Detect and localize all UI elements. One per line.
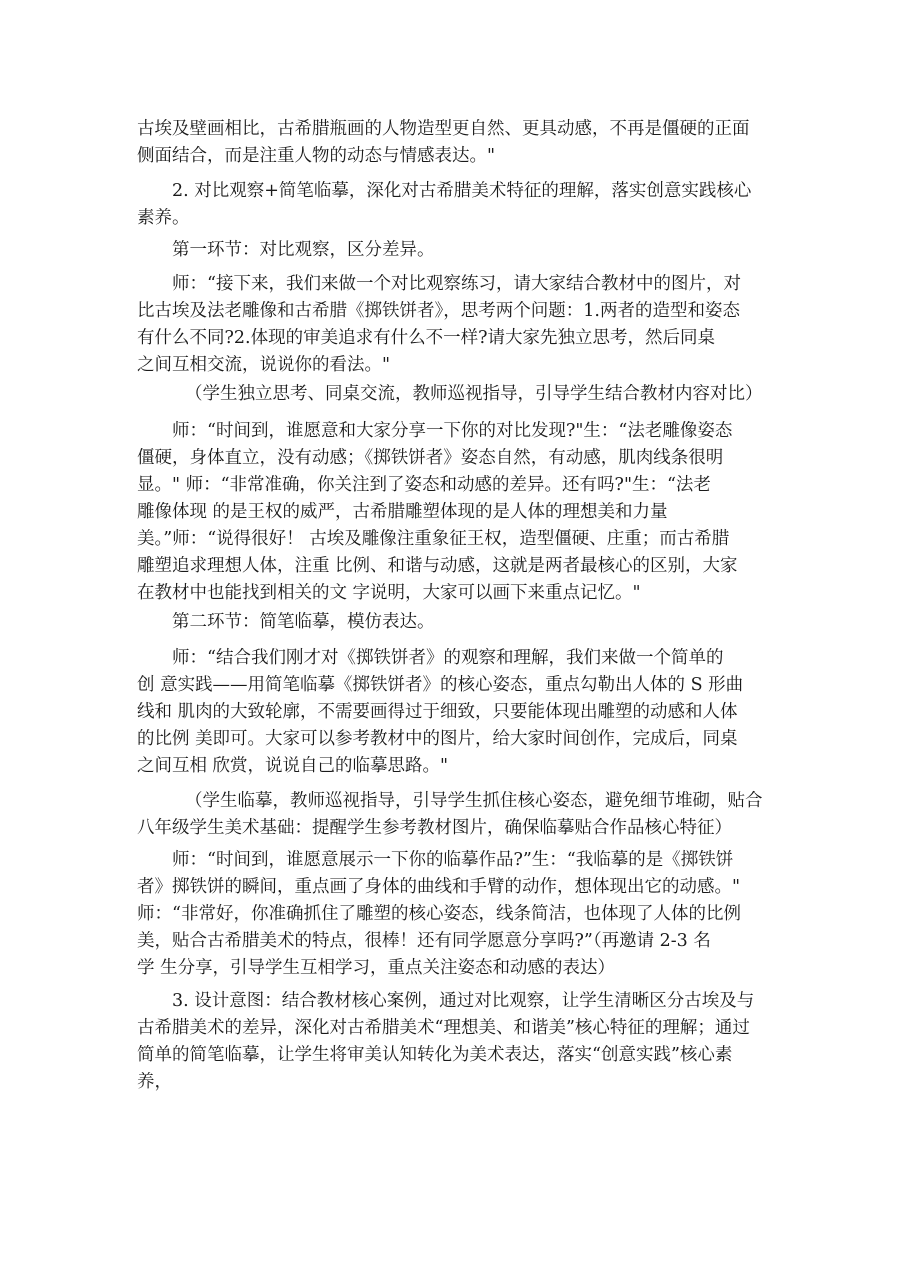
text-line: 素养。 bbox=[137, 208, 190, 228]
text-line: 之间互相 欣赏，说说自己的临摹思路。" bbox=[137, 756, 449, 776]
text-line: 在教材中也能找到相关的文 字说明，大家可以画下来重点记忆。" bbox=[137, 583, 641, 603]
text-line: 美。”师：“说得很好！ 古埃及雕像注重象征王权，造型僵硬、庄重；而古希腊 bbox=[137, 529, 730, 549]
stage-direction: 八年级学生美术基础：提醒学生参考教材图片，确保临摹贴合作品核心特征） bbox=[137, 818, 732, 838]
stage-direction: （学生独立思考、同桌交流，教师巡视指导，引导学生结合教材内容对比） bbox=[185, 384, 763, 404]
text-line: 师：“非常好，你准确抓住了雕塑的核心姿态，线条简洁，也体现了人体的比例 bbox=[137, 904, 741, 924]
text-line: 师：“接下来，我们来做一个对比观察练习，请大家结合教材中的图片，对 bbox=[172, 274, 741, 294]
text-line: 美，贴合古希腊美术的特点，很棒！还有同学愿意分享吗?”（再邀请 2-3 名 bbox=[137, 931, 711, 951]
text-line: 养， bbox=[137, 1072, 172, 1092]
text-line: 师：“时间到，谁愿意展示一下你的临摹作品?”生：“我临摹的是《掷铁饼 bbox=[172, 850, 734, 870]
text-line: 僵硬，身体直立，没有动感；《掷铁饼者》姿态自然，有动感，肌肉线条很明 bbox=[137, 448, 724, 468]
text-line: 比古埃及法老雕像和古希腊《掷铁饼者》，思考两个问题：1.两者的造型和姿态 bbox=[137, 301, 740, 321]
section-heading: 2. 对比观察+简笔临摹，深化对古希腊美术特征的理解，落实创意实践核心 bbox=[172, 181, 752, 201]
text-line: 有什么不同?2.体现的审美追求有什么不一样?请大家先独立思考，然后同桌 bbox=[137, 328, 715, 348]
text-line: 古埃及壁画相比，古希腊瓶画的人物造型更自然、更具动感，不再是僵硬的正面 bbox=[137, 119, 750, 139]
step-heading: 第二环节：简笔临摹，模仿表达。 bbox=[172, 612, 435, 632]
text-line: 学 生分享，引导学生互相学习，重点关注姿态和动感的表达） bbox=[137, 958, 616, 978]
text-line: 雕塑追求理想人体，注重 比例、和谐与动感，这就是两者最核心的区别，大家 bbox=[137, 556, 738, 576]
text-line: 师：“时间到，谁愿意和大家分享一下你的对比发现?"生：“法老雕像姿态 bbox=[172, 421, 733, 441]
text-line: 简单的简笔临摹，让学生将审美认知转化为美术表达，落实“创意实践”核心素 bbox=[137, 1045, 733, 1065]
text-line: 雕像体现 的是王权的威严，古希腊雕塑体现的是人体的理想美和力量 bbox=[137, 502, 668, 522]
text-line: 者》掷铁饼的瞬间，重点画了身体的曲线和手臂的动作，想体现出它的动感。" bbox=[137, 877, 741, 897]
section-heading: 3. 设计意图：结合教材核心案例，通过对比观察，让学生清晰区分古埃及与 bbox=[172, 991, 755, 1011]
text-line: 古希腊美术的差异，深化对古希腊美术“理想美、和谐美”核心特征的理解；通过 bbox=[137, 1018, 750, 1038]
text-line: 线和 肌肉的大致轮廓，不需要画得过于细致，只要能体现出雕塑的动感和人体 bbox=[137, 702, 738, 722]
text-line: 侧面结合，而是注重人物的动态与情感表达。" bbox=[137, 146, 496, 166]
stage-direction: （学生临摹，教师巡视指导，引导学生抓住核心姿态，避免细节堆砌，贴合 bbox=[185, 791, 763, 811]
step-heading: 第一环节：对比观察，区分差异。 bbox=[172, 240, 435, 260]
text-line: 创 意实践——用简笔临摹《掷铁饼者》的核心姿态，重点勾勒出人体的 S 形曲 bbox=[137, 675, 744, 695]
text-line: 的比例 美即可。大家可以参考教材中的图片，给大家时间创作，完成后，同桌 bbox=[137, 729, 738, 749]
text-line: 师：“结合我们刚才对《掷铁饼者》的观察和理解，我们来做一个简单的 bbox=[172, 648, 724, 668]
text-line: 显。" 师：“非常准确，你关注到了姿态和动感的差异。还有吗?"生：“法老 bbox=[137, 475, 711, 495]
text-line: 之间互相交流，说说你的看法。" bbox=[137, 355, 391, 375]
